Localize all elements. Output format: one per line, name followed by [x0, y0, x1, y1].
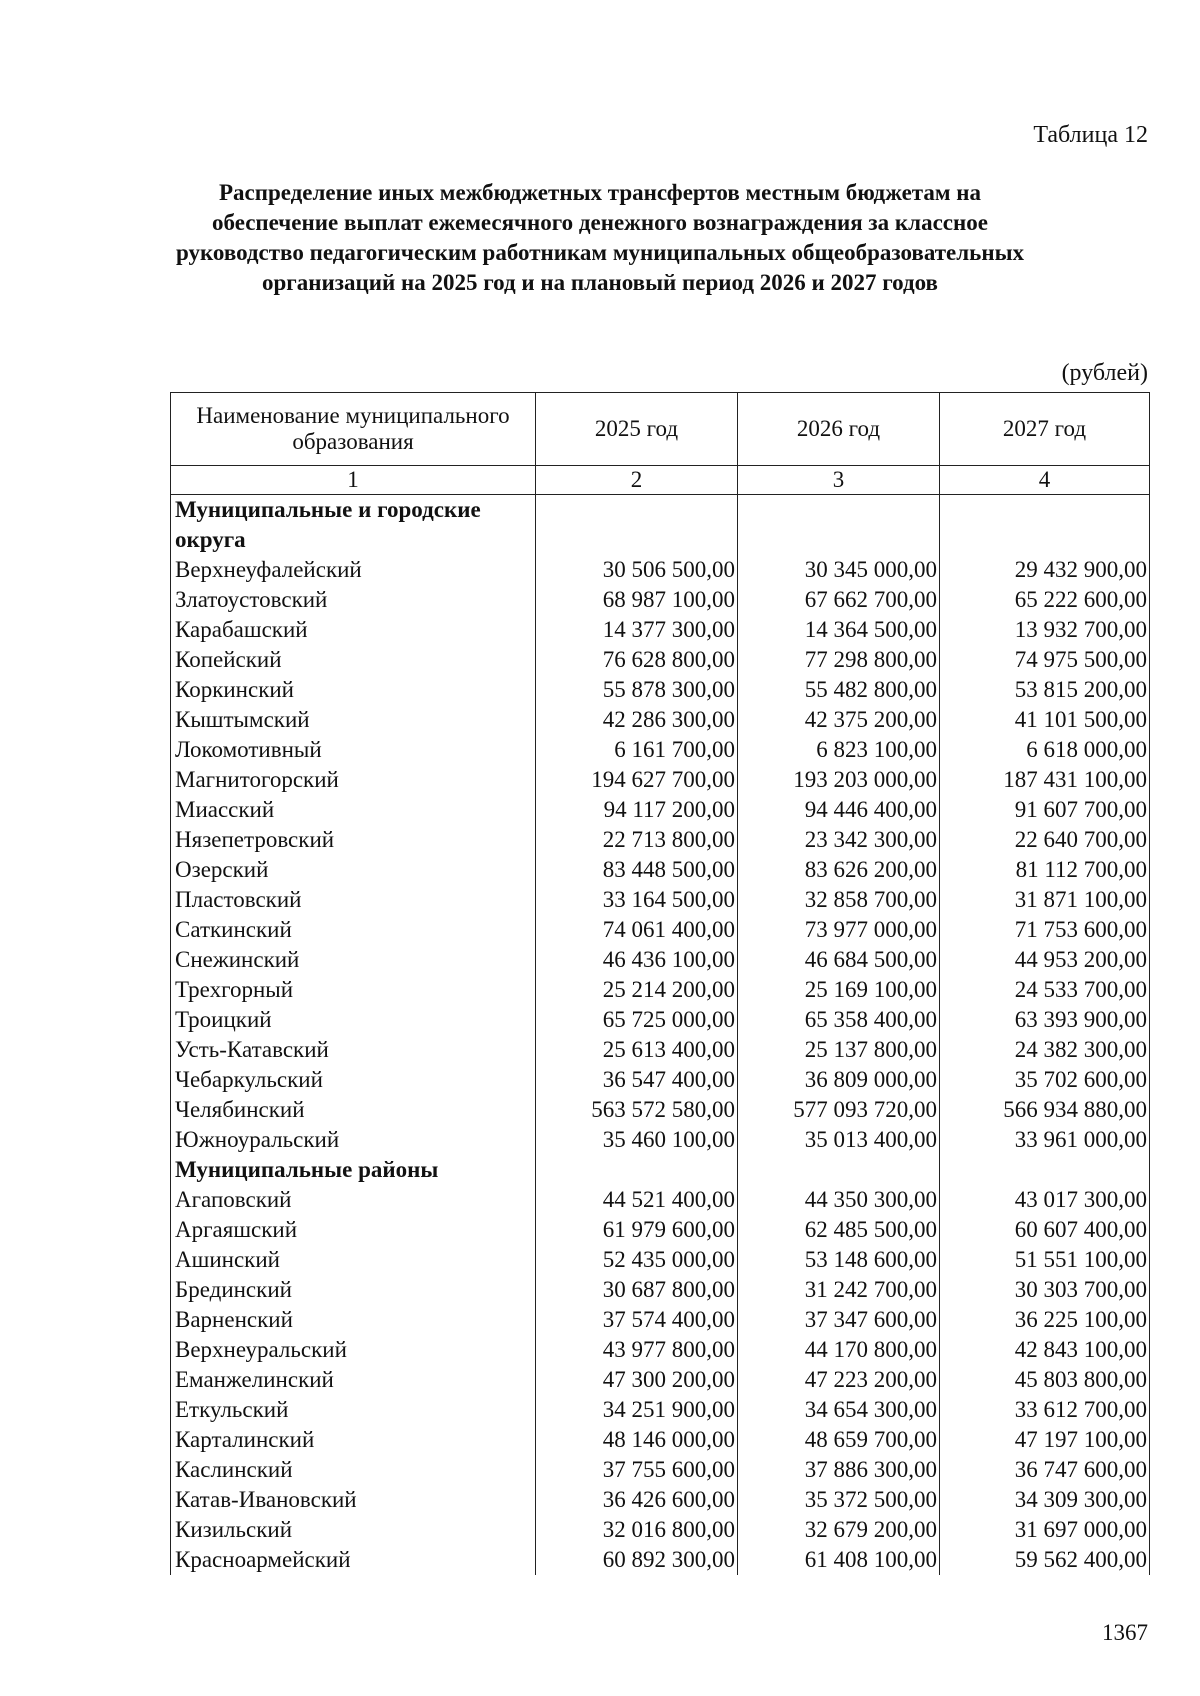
table-row [171, 855, 1150, 885]
municipality-name: Пластовский [171, 885, 536, 915]
amount-2026: 83 626 200,00 [738, 855, 940, 885]
section-title: Муниципальные районы [171, 1155, 536, 1185]
amount-2027: 566 934 880,00 [940, 1095, 1150, 1125]
amount-2026: 42 375 200,00 [738, 705, 940, 735]
amount-2027: 44 953 200,00 [940, 945, 1150, 975]
amount-2025: 37 574 400,00 [536, 1305, 738, 1335]
amount-2027: 59 562 400,00 [940, 1545, 1150, 1575]
amount-2027: 41 101 500,00 [940, 705, 1150, 735]
document-title: Распределение иных межбюджетных трансфертов местным бюджетам на обеспечение выплат ежемесячного денежного вознаграждения за классное руководство педагогическим работникам муниципальных общеобразовательных организаций на 2025 год и на плановый период 2026 и 2027 годов [175, 180, 1025, 295]
amount-2027: 24 533 700,00 [940, 975, 1150, 1005]
empty-cell [940, 1155, 1150, 1185]
amount-2026: 47 223 200,00 [738, 1365, 940, 1395]
amount-2027: 81 112 700,00 [940, 855, 1150, 885]
municipality-name: Карабашский [171, 615, 536, 645]
amount-2025: 30 687 800,00 [536, 1275, 738, 1305]
amount-2026: 48 659 700,00 [738, 1425, 940, 1455]
amount-2025: 46 436 100,00 [536, 945, 738, 975]
table-row [171, 615, 1150, 645]
amount-2025: 52 435 000,00 [536, 1245, 738, 1275]
amount-2026: 30 345 000,00 [738, 555, 940, 585]
table-row [171, 1035, 1150, 1065]
table-row [171, 1485, 1150, 1515]
column-number: 1 [171, 466, 536, 495]
amount-2026: 65 358 400,00 [738, 1005, 940, 1035]
amount-2026: 46 684 500,00 [738, 945, 940, 975]
amount-2027: 31 697 000,00 [940, 1515, 1150, 1545]
amount-2025: 563 572 580,00 [536, 1095, 738, 1125]
amount-2027: 33 961 000,00 [940, 1125, 1150, 1155]
header-2025: 2025 год [536, 393, 738, 466]
table-row [171, 885, 1150, 915]
table-row [171, 795, 1150, 825]
table-header-row [171, 393, 1150, 466]
amount-2026: 61 408 100,00 [738, 1545, 940, 1575]
table-row [171, 555, 1150, 585]
amount-2026: 36 809 000,00 [738, 1065, 940, 1095]
amount-2025: 48 146 000,00 [536, 1425, 738, 1455]
amount-2026: 62 485 500,00 [738, 1215, 940, 1245]
municipality-name: Брединский [171, 1275, 536, 1305]
municipality-name: Кыштымский [171, 705, 536, 735]
municipality-name: Карталинский [171, 1425, 536, 1455]
amount-2027: 91 607 700,00 [940, 795, 1150, 825]
amount-2027: 60 607 400,00 [940, 1215, 1150, 1245]
amount-2025: 36 426 600,00 [536, 1485, 738, 1515]
municipality-name: Каслинский [171, 1455, 536, 1485]
table-row [171, 645, 1150, 675]
section-header-row [171, 495, 1150, 556]
amount-2027: 24 382 300,00 [940, 1035, 1150, 1065]
amount-2025: 83 448 500,00 [536, 855, 738, 885]
amount-2026: 32 679 200,00 [738, 1515, 940, 1545]
amount-2025: 42 286 300,00 [536, 705, 738, 735]
municipality-name: Чебаркульский [171, 1065, 536, 1095]
amount-2027: 45 803 800,00 [940, 1365, 1150, 1395]
municipality-name: Кизильский [171, 1515, 536, 1545]
amount-2025: 35 460 100,00 [536, 1125, 738, 1155]
amount-2025: 94 117 200,00 [536, 795, 738, 825]
table-row [171, 915, 1150, 945]
amount-2027: 63 393 900,00 [940, 1005, 1150, 1035]
municipality-name: Озерский [171, 855, 536, 885]
municipality-name: Аргаяшский [171, 1215, 536, 1245]
amount-2027: 6 618 000,00 [940, 735, 1150, 765]
amount-2027: 53 815 200,00 [940, 675, 1150, 705]
header-2026: 2026 год [738, 393, 940, 466]
municipality-name: Верхнеуфалейский [171, 555, 536, 585]
amount-2025: 34 251 900,00 [536, 1395, 738, 1425]
municipality-name: Еткульский [171, 1395, 536, 1425]
amount-2025: 33 164 500,00 [536, 885, 738, 915]
amount-2025: 36 547 400,00 [536, 1065, 738, 1095]
municipality-name: Агаповский [171, 1185, 536, 1215]
section-header-row [171, 1155, 1150, 1185]
municipality-name: Челябинский [171, 1095, 536, 1125]
amount-2027: 43 017 300,00 [940, 1185, 1150, 1215]
table-label: Таблица 12 [1033, 122, 1148, 148]
amount-2026: 44 350 300,00 [738, 1185, 940, 1215]
page-number: 1367 [1102, 1620, 1148, 1645]
amount-2025: 47 300 200,00 [536, 1365, 738, 1395]
municipality-name: Верхнеуральский [171, 1335, 536, 1365]
table-row [171, 1245, 1150, 1275]
municipality-name: Южноуральский [171, 1125, 536, 1155]
table-row [171, 675, 1150, 705]
amount-2025: 61 979 600,00 [536, 1215, 738, 1245]
table-row [171, 1305, 1150, 1335]
municipality-name: Варненский [171, 1305, 536, 1335]
amount-2027: 65 222 600,00 [940, 585, 1150, 615]
amount-2026: 25 137 800,00 [738, 1035, 940, 1065]
table-row [171, 1515, 1150, 1545]
table-row [171, 975, 1150, 1005]
amount-2027: 42 843 100,00 [940, 1335, 1150, 1365]
table-row [171, 1335, 1150, 1365]
column-number: 2 [536, 466, 738, 495]
section-title: Муниципальные и городские округа [171, 495, 536, 556]
amount-2026: 193 203 000,00 [738, 765, 940, 795]
amount-2025: 22 713 800,00 [536, 825, 738, 855]
table-row [171, 1395, 1150, 1425]
amount-2027: 33 612 700,00 [940, 1395, 1150, 1425]
amount-2025: 30 506 500,00 [536, 555, 738, 585]
amount-2025: 68 987 100,00 [536, 585, 738, 615]
municipality-name: Магнитогорский [171, 765, 536, 795]
municipality-name: Красноармейский [171, 1545, 536, 1575]
header-municipality: Наименование муниципального образования [171, 393, 536, 466]
amount-2027: 71 753 600,00 [940, 915, 1150, 945]
amount-2026: 55 482 800,00 [738, 675, 940, 705]
empty-cell [536, 495, 738, 556]
table-row [171, 1065, 1150, 1095]
amount-2026: 37 886 300,00 [738, 1455, 940, 1485]
amount-2026: 77 298 800,00 [738, 645, 940, 675]
amount-2026: 34 654 300,00 [738, 1395, 940, 1425]
municipality-name: Троицкий [171, 1005, 536, 1035]
amount-2026: 37 347 600,00 [738, 1305, 940, 1335]
municipality-name: Усть-Катавский [171, 1035, 536, 1065]
table-row [171, 1455, 1150, 1485]
amount-2027: 51 551 100,00 [940, 1245, 1150, 1275]
table-row [171, 705, 1150, 735]
table-row [171, 1215, 1150, 1245]
amount-2025: 76 628 800,00 [536, 645, 738, 675]
amount-2027: 35 702 600,00 [940, 1065, 1150, 1095]
table-row [171, 765, 1150, 795]
amount-2025: 194 627 700,00 [536, 765, 738, 795]
amount-2027: 22 640 700,00 [940, 825, 1150, 855]
amount-2025: 6 161 700,00 [536, 735, 738, 765]
amount-2025: 14 377 300,00 [536, 615, 738, 645]
amount-2027: 31 871 100,00 [940, 885, 1150, 915]
amount-2026: 35 372 500,00 [738, 1485, 940, 1515]
municipality-name: Трехгорный [171, 975, 536, 1005]
table-row [171, 1095, 1150, 1125]
transfers-table [170, 392, 1150, 1575]
municipality-name: Локомотивный [171, 735, 536, 765]
municipality-name: Еманжелинский [171, 1365, 536, 1395]
amount-2027: 47 197 100,00 [940, 1425, 1150, 1455]
empty-cell [940, 495, 1150, 556]
amount-2025: 44 521 400,00 [536, 1185, 738, 1215]
municipality-name: Снежинский [171, 945, 536, 975]
header-2027: 2027 год [940, 393, 1150, 466]
amount-2026: 14 364 500,00 [738, 615, 940, 645]
amount-2026: 25 169 100,00 [738, 975, 940, 1005]
amount-2025: 74 061 400,00 [536, 915, 738, 945]
amount-2025: 65 725 000,00 [536, 1005, 738, 1035]
amount-2027: 187 431 100,00 [940, 765, 1150, 795]
amount-2026: 577 093 720,00 [738, 1095, 940, 1125]
amount-2025: 37 755 600,00 [536, 1455, 738, 1485]
municipality-name: Саткинский [171, 915, 536, 945]
table-row [171, 1425, 1150, 1455]
amount-2027: 74 975 500,00 [940, 645, 1150, 675]
amount-2026: 6 823 100,00 [738, 735, 940, 765]
table-row [171, 1545, 1150, 1575]
table-row [171, 1005, 1150, 1035]
empty-cell [738, 1155, 940, 1185]
amount-2025: 43 977 800,00 [536, 1335, 738, 1365]
table-row [171, 1275, 1150, 1305]
municipality-name: Миасский [171, 795, 536, 825]
table-body [171, 495, 1150, 1576]
table-row [171, 585, 1150, 615]
column-number-row [171, 466, 1150, 495]
amount-2027: 36 225 100,00 [940, 1305, 1150, 1335]
table-row [171, 825, 1150, 855]
amount-2026: 35 013 400,00 [738, 1125, 940, 1155]
unit-label: (рублей) [1061, 360, 1148, 386]
amount-2026: 44 170 800,00 [738, 1335, 940, 1365]
amount-2027: 29 432 900,00 [940, 555, 1150, 585]
column-number: 4 [940, 466, 1150, 495]
amount-2027: 30 303 700,00 [940, 1275, 1150, 1305]
municipality-name: Копейский [171, 645, 536, 675]
table-row [171, 1125, 1150, 1155]
table-row [171, 1365, 1150, 1395]
amount-2026: 53 148 600,00 [738, 1245, 940, 1275]
empty-cell [738, 495, 940, 556]
table-row [171, 1185, 1150, 1215]
amount-2027: 36 747 600,00 [940, 1455, 1150, 1485]
municipality-name: Нязепетровский [171, 825, 536, 855]
amount-2027: 34 309 300,00 [940, 1485, 1150, 1515]
amount-2025: 55 878 300,00 [536, 675, 738, 705]
empty-cell [536, 1155, 738, 1185]
amount-2025: 25 613 400,00 [536, 1035, 738, 1065]
amount-2026: 73 977 000,00 [738, 915, 940, 945]
amount-2025: 32 016 800,00 [536, 1515, 738, 1545]
municipality-name: Катав-Ивановский [171, 1485, 536, 1515]
amount-2026: 32 858 700,00 [738, 885, 940, 915]
amount-2026: 23 342 300,00 [738, 825, 940, 855]
amount-2026: 94 446 400,00 [738, 795, 940, 825]
municipality-name: Ашинский [171, 1245, 536, 1275]
municipality-name: Коркинский [171, 675, 536, 705]
amount-2025: 60 892 300,00 [536, 1545, 738, 1575]
amount-2025: 25 214 200,00 [536, 975, 738, 1005]
table-row [171, 735, 1150, 765]
table-row [171, 945, 1150, 975]
amount-2027: 13 932 700,00 [940, 615, 1150, 645]
column-number: 3 [738, 466, 940, 495]
amount-2026: 67 662 700,00 [738, 585, 940, 615]
municipality-name: Златоустовский [171, 585, 536, 615]
amount-2026: 31 242 700,00 [738, 1275, 940, 1305]
